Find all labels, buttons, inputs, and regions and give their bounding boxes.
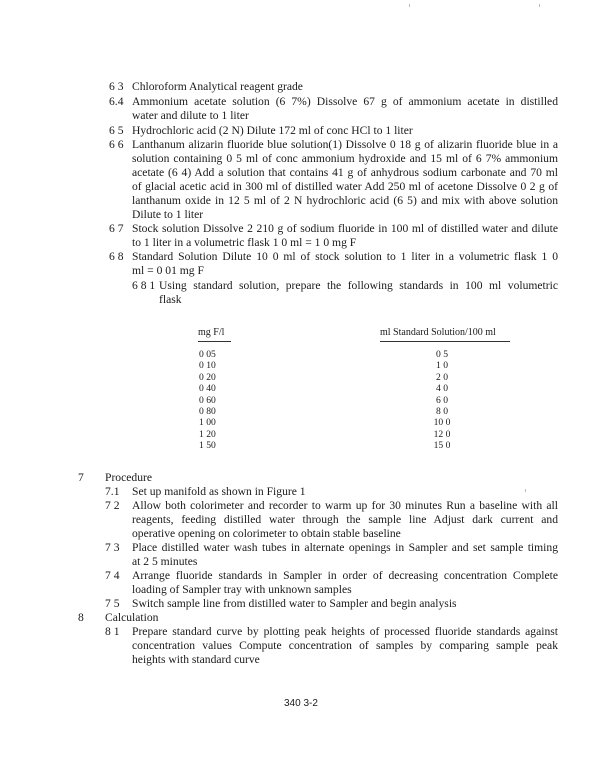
table-cell-ml-standard: 6 0 (436, 394, 448, 406)
section-6-6-text: lanthanum oxide in 12 5 ml of 2 N hydrochloric acid (6 5) and mix with above solution (132, 194, 558, 207)
section-6-6-text: solution containing 0 5 ml of conc ammonium hydroxide and 15 ml of 6 7% ammonium (132, 152, 558, 165)
table-header-rule (198, 341, 231, 342)
section-number: 8 (78, 611, 84, 624)
section-7-4-text: loading of Sampler tray with unknown samples (132, 583, 352, 596)
section-number: 6 8 1 (132, 279, 156, 292)
section-number: 6 3 (109, 80, 124, 93)
section-title-calculation: Calculation (105, 611, 159, 624)
table-cell-mg-f-l: 0 40 (199, 383, 216, 395)
table-cell-mg-f-l: 1 20 (199, 428, 216, 440)
section-number: 7 4 (105, 569, 120, 582)
table-cell-ml-standard: 10 0 (433, 417, 451, 429)
section-number: 6 8 (109, 250, 124, 263)
scan-speck (539, 4, 540, 7)
table-header-ml-standard: ml Standard Solution/100 ml (380, 327, 496, 338)
section-6-7-text: Stock solution Dissolve 2 210 g of sodium fluoride in 100 ml of distilled water and dilute (132, 222, 558, 235)
scan-speck (409, 4, 410, 7)
section-6-3-text: Chloroform Analytical reagent grade (132, 80, 303, 93)
section-number: 7.1 (105, 485, 120, 498)
scan-speck (525, 489, 526, 492)
section-6-4-text: water and dilute to 1 liter (132, 109, 249, 122)
table-cell-mg-f-l: 0 80 (199, 406, 216, 417)
section-8-1-text: heights with standard curve (132, 653, 260, 666)
table-cell-mg-f-l: 1 50 (199, 440, 216, 452)
table-cell-ml-standard: 4 0 (436, 383, 448, 395)
page-number: 340 3-2 (284, 698, 318, 709)
table-cell-ml-standard: 0 5 (436, 349, 448, 360)
section-6-8-text: ml = 0 01 mg F (132, 264, 204, 277)
section-8-1-text: concentration values Compute concentration of samples by comparing sample peak (132, 639, 558, 652)
table-cell-mg-f-l: 0 60 (199, 394, 216, 406)
section-7-1-text: Set up manifold as shown in Figure 1 (132, 485, 306, 498)
section-6-8-text: Standard Solution Dilute 10 0 ml of stock solution to 1 liter in a volumetric flask 1 0 (132, 250, 558, 263)
section-8-1-text: Prepare standard curve by plotting peak heights of processed fluoride standards against (132, 625, 558, 638)
section-6-6-text: Dilute to 1 liter (132, 208, 204, 221)
section-6-8-1-text: flask (159, 293, 182, 306)
table-cell-mg-f-l: 1 00 (199, 417, 216, 429)
table-cell-ml-standard: 2 0 (436, 371, 448, 383)
section-number: 7 3 (105, 541, 120, 554)
table-cell-ml-standard: 12 0 (433, 428, 451, 440)
section-number: 8 1 (105, 625, 120, 638)
table-cell-ml-standard: 15 0 (433, 440, 451, 452)
section-6-6-text: acetate (6 4) Add a solution that contains 41 g of anhydrous sodium carbonate and 70 ml (132, 166, 558, 179)
table-cell-ml-standard: 8 0 (436, 406, 448, 417)
table-header-rule (380, 341, 510, 342)
section-number: 7 (78, 471, 84, 484)
section-number: 7 2 (105, 499, 120, 512)
table-cell-ml-standard: 1 0 (436, 360, 448, 372)
section-6-7-text: to 1 liter in a volumetric flask 1 0 ml = 1 0 mg F (132, 236, 357, 249)
section-7-3-text: at 2 5 minutes (132, 555, 198, 568)
section-6-5-text: Hydrochloric acid (2 N) Dilute 172 ml of conc HCl to 1 liter (132, 124, 413, 137)
table-cell-mg-f-l: 0 10 (199, 360, 216, 372)
section-6-6-text: Lanthanum alizarin fluoride blue solution(1) Dissolve 0 18 g of alizarin fluoride blue in a (132, 138, 558, 151)
section-7-2-text: reagents, feeding distilled water through the sample line Adjust dark current and (132, 513, 558, 526)
table-cell-mg-f-l: 0 05 (199, 349, 216, 360)
section-7-2-text: operative opening on colorimeter to obtain stable baseline (132, 527, 401, 540)
section-number: 7 5 (105, 597, 120, 610)
section-7-2-text: Allow both colorimeter and recorder to warm up for 30 minutes Run a baseline with all (132, 499, 558, 512)
section-number: 6 5 (109, 124, 124, 137)
section-number: 6.4 (109, 95, 124, 108)
section-6-6-text: of glacial acetic acid in 300 ml of distilled water Add 250 ml of acetone Dissolve 0 2 g of (132, 180, 558, 193)
section-7-5-text: Switch sample line from distilled water to Sampler and begin analysis (132, 597, 457, 610)
section-number: 6 6 (109, 138, 124, 151)
section-6-8-1-text: Using standard solution, prepare the following standards in 100 ml volumetric (159, 279, 558, 292)
table-header-mg-f-l: mg F/l (198, 327, 225, 338)
section-7-3-text: Place distilled water wash tubes in alternate openings in Sampler and set sample timing (132, 541, 558, 554)
section-title-procedure: Procedure (105, 471, 152, 484)
table-cell-mg-f-l: 0 20 (199, 371, 216, 383)
section-6-4-text: Ammonium acetate solution (6 7%) Dissolve 67 g of ammonium acetate in distilled (132, 95, 558, 108)
section-7-4-text: Arrange fluoride standards in Sampler in order of decreasing concentration Complete (132, 569, 558, 582)
section-number: 6 7 (109, 222, 124, 235)
